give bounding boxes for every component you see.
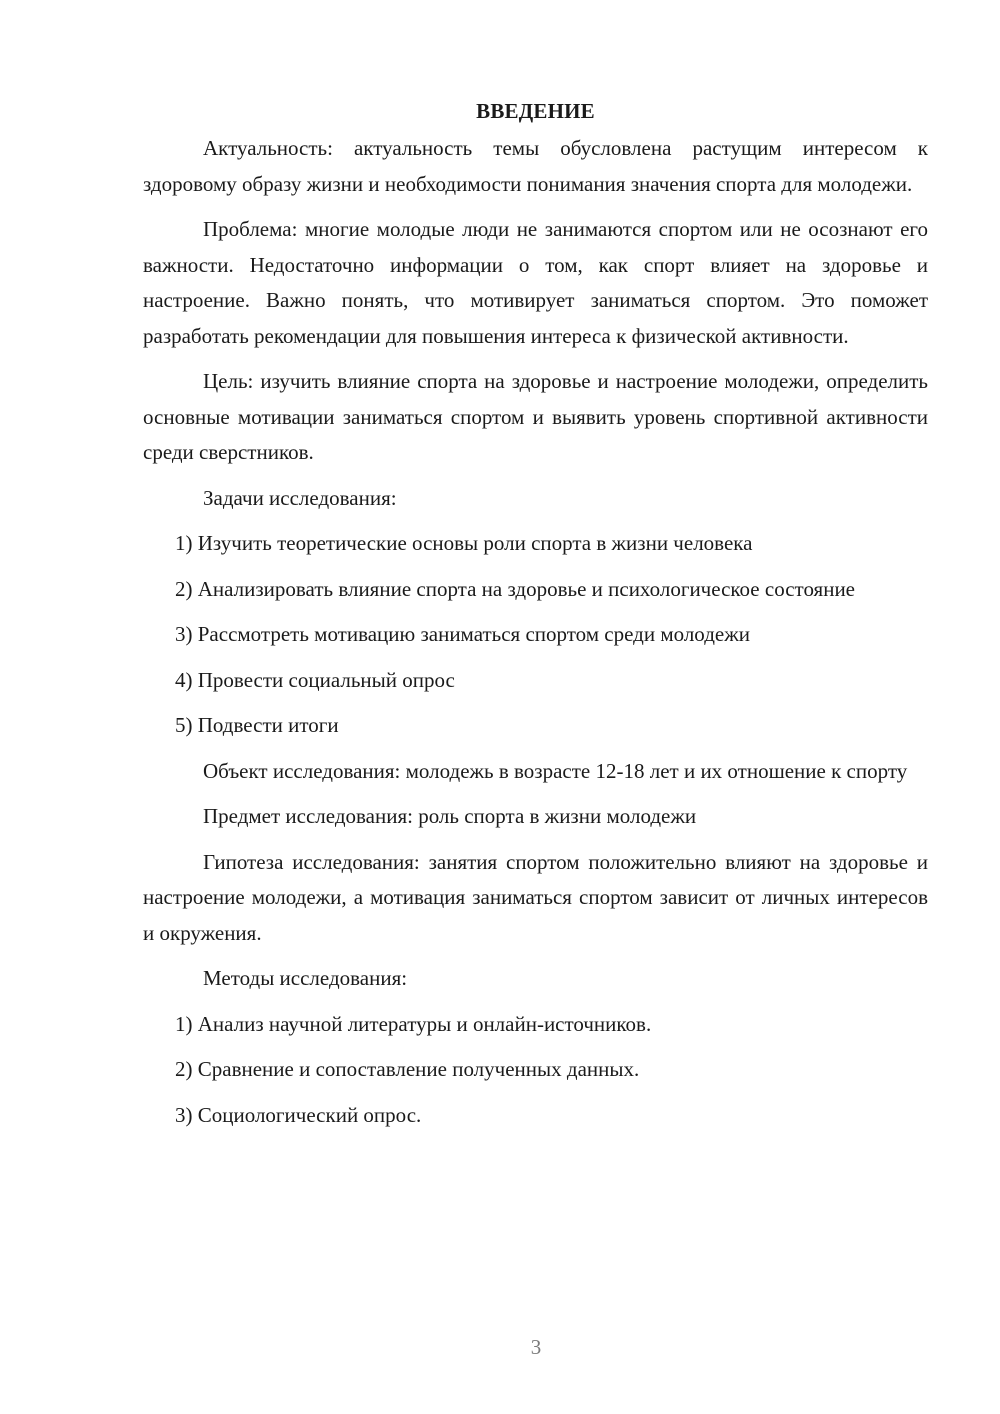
task-item: 2) Анализировать влияние спорта на здоровье и психологическое состояние [175,576,855,601]
method-item: 1) Анализ научной литературы и онлайн-источников. [175,1011,652,1036]
paragraph-relevance: Актуальность: актуальность темы обусловлена растущим интересом к здоровому образу жизни и необходимости понимания значения спорта для молодежи. [143,136,928,196]
page-number: 3 [530,1335,542,1359]
task-item: 4) Провести социальный опрос [175,667,455,692]
task-item: 5) Подвести итоги [175,713,339,737]
methods-heading: Методы исследования: [203,966,408,990]
page-title: ВВЕДЕНИЕ [476,99,595,123]
method-item: 2) Сравнение и сопоставление полученных данных. [175,1057,640,1081]
paragraph-object: Объект исследования: молодежь в возрасте 12-18 лет и их отношение к спорту [203,758,908,783]
tasks-heading: Задачи исследования: [203,485,397,510]
paragraph-subject: Предмет исследования: роль спорта в жизни молодежи [203,804,697,828]
paragraph-hypothesis: Гипотеза исследования: занятия спортом положительно влияют на здоровье и настроение молодежи, а мотивация заниматься спортом зависит от личных интересов и окружения. [143,849,928,945]
document-page [143,96,928,1143]
paragraph-problem: Проблема: многие молодые люди не занимаются спортом или не осознают его важности. Недостаточно информации о том, как спорт влияет на здоровье и настроение. Важно понять, что мотивирует заниматься спортом. Это поможет разработать рекомендации для повышения интереса к физической активности. [143,217,928,348]
paragraph-goal: Цель: изучить влияние спорта на здоровье и настроение молодежи, определить основные мотивации заниматься спортом и выявить уровень спортивной активности среди сверстников. [143,369,928,464]
task-item: 1) Изучить теоретические основы роли спорта в жизни человека [175,531,753,555]
method-item: 3) Социологический опрос. [175,1102,422,1127]
task-item: 3) Рассмотреть мотивацию заниматься спортом среди молодежи [175,622,750,646]
